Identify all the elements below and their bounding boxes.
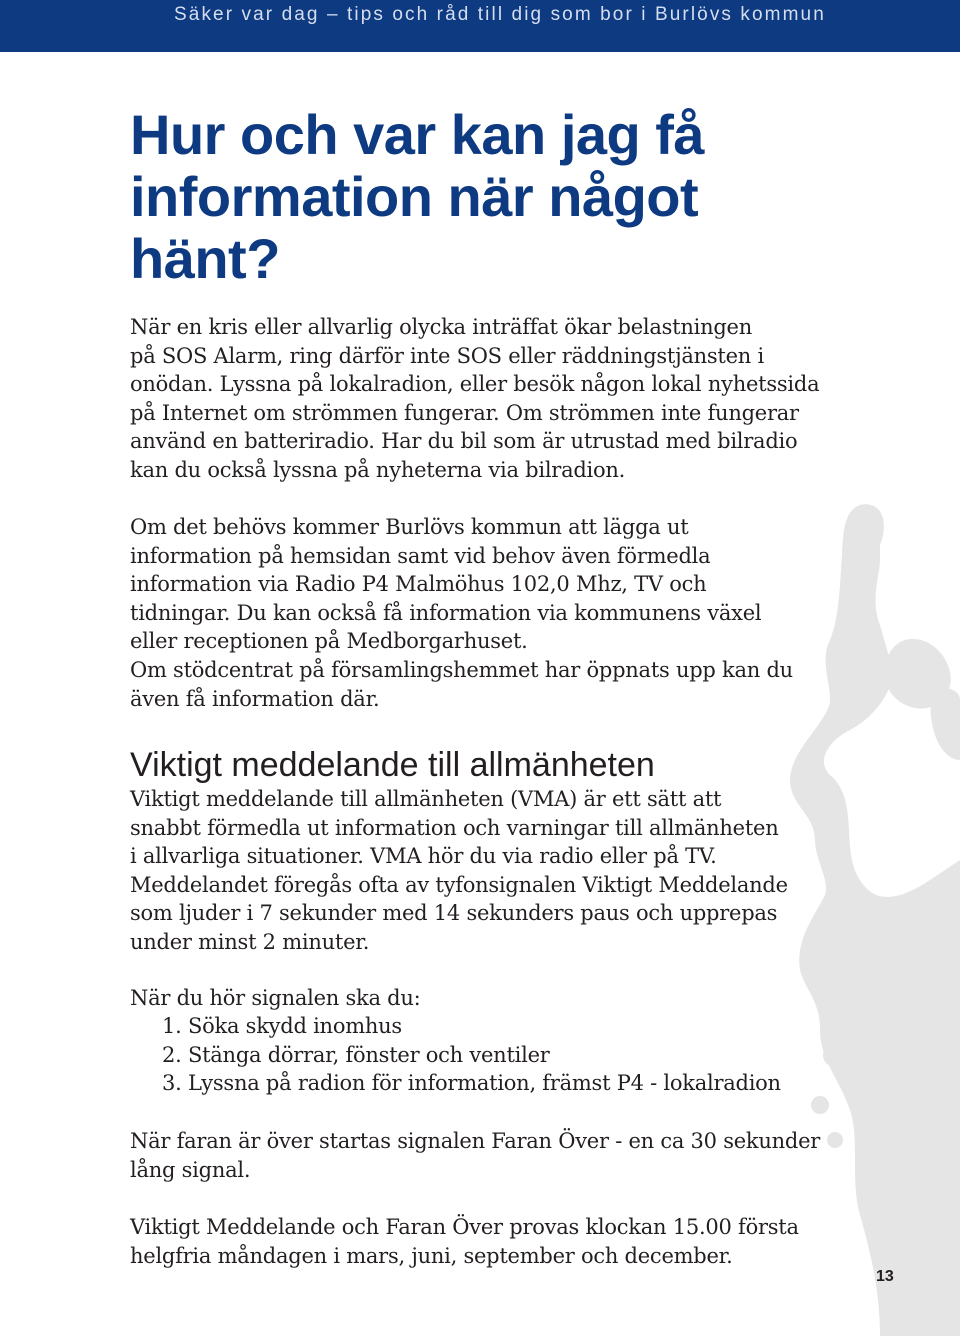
vma-paragraph — [130, 785, 788, 957]
title-line: hänt? — [130, 227, 280, 290]
text-line: Viktigt Meddelande och Faran Över provas klockan 15.00 första — [130, 1215, 799, 1239]
text-line: Om stödcentrat på församlingshemmet har öppnats upp kan du — [130, 657, 793, 682]
title-line: Hur och var kan jag få — [130, 103, 705, 166]
text-line: tidningar. Du kan också få information via kommunens växel — [130, 600, 762, 625]
text-line: Om det behövs kommer Burlövs kommun att lägga ut — [130, 515, 689, 539]
text-line: använd en batteriradio. Har du bil som är utrustad med bilradio — [130, 429, 798, 454]
text-line: information via Radio P4 Malmöhus 102,0 Mhz, TV och — [130, 572, 707, 597]
page-title — [130, 104, 850, 290]
text-line: kan du också lyssna på nyheterna via bilradion. — [130, 457, 626, 482]
list-item: 1. Söka skydd inomhus — [162, 1014, 402, 1038]
all-clear-paragraph — [130, 1127, 820, 1184]
text-line: på Internet om strömmen fungerar. Om strömmen inte fungerar — [130, 400, 799, 425]
list-item: 2. Stänga dörrar, fönster och ventiler — [162, 1042, 550, 1067]
vma-heading: Viktigt meddelande till allmänheten — [130, 746, 655, 784]
text-line: lång signal. — [130, 1157, 251, 1182]
text-line: När faran är över startas signalen Faran Över - en ca 30 sekunder — [130, 1129, 821, 1153]
text-line: helgfria måndagen i mars, juni, september och december. — [130, 1243, 733, 1268]
text-line: onödan. Lyssna på lokalradion, eller besök någon lokal nyhetssida — [130, 372, 820, 397]
running-header: Säker var dag – tips och råd till dig som bor i Burlövs kommun — [174, 4, 826, 25]
page-number: 13 — [876, 1268, 894, 1285]
test-paragraph — [130, 1213, 799, 1270]
title-line: information när något — [130, 165, 699, 228]
signal-steps-list — [162, 1012, 781, 1098]
text-line: När du hör signalen ska du: — [130, 986, 421, 1010]
text-line: Viktigt meddelande till allmänheten (VMA) är ett sätt att — [130, 787, 722, 811]
list-item: 3. Lyssna på radion för information, främst P4 - lokalradion — [162, 1071, 781, 1096]
text-line: i allvarliga situationer. VMA hör du via radio eller på TV. — [130, 844, 717, 869]
text-line: snabbt förmedla ut information och varningar till allmänheten — [130, 815, 779, 840]
intro-paragraph — [130, 313, 819, 485]
text-line: När en kris eller allvarlig olycka inträffat ökar belastningen — [130, 315, 753, 339]
municipality-paragraph — [130, 513, 793, 713]
text-line: som ljuder i 7 sekunder med 14 sekunders paus och upprepas — [130, 901, 778, 926]
text-line: eller receptionen på Medborgarhuset. — [130, 629, 528, 654]
text-line: på SOS Alarm, ring därför inte SOS eller räddningstjänsten i — [130, 343, 764, 368]
text-line: under minst 2 minuter. — [130, 929, 370, 954]
text-line: även få information där. — [130, 686, 380, 711]
text-line: information på hemsidan samt vid behov även förmedla — [130, 543, 711, 568]
signal-intro — [130, 984, 420, 1013]
text-line: Meddelandet föregås ofta av tyfonsignalen Viktigt Meddelande — [130, 872, 788, 897]
